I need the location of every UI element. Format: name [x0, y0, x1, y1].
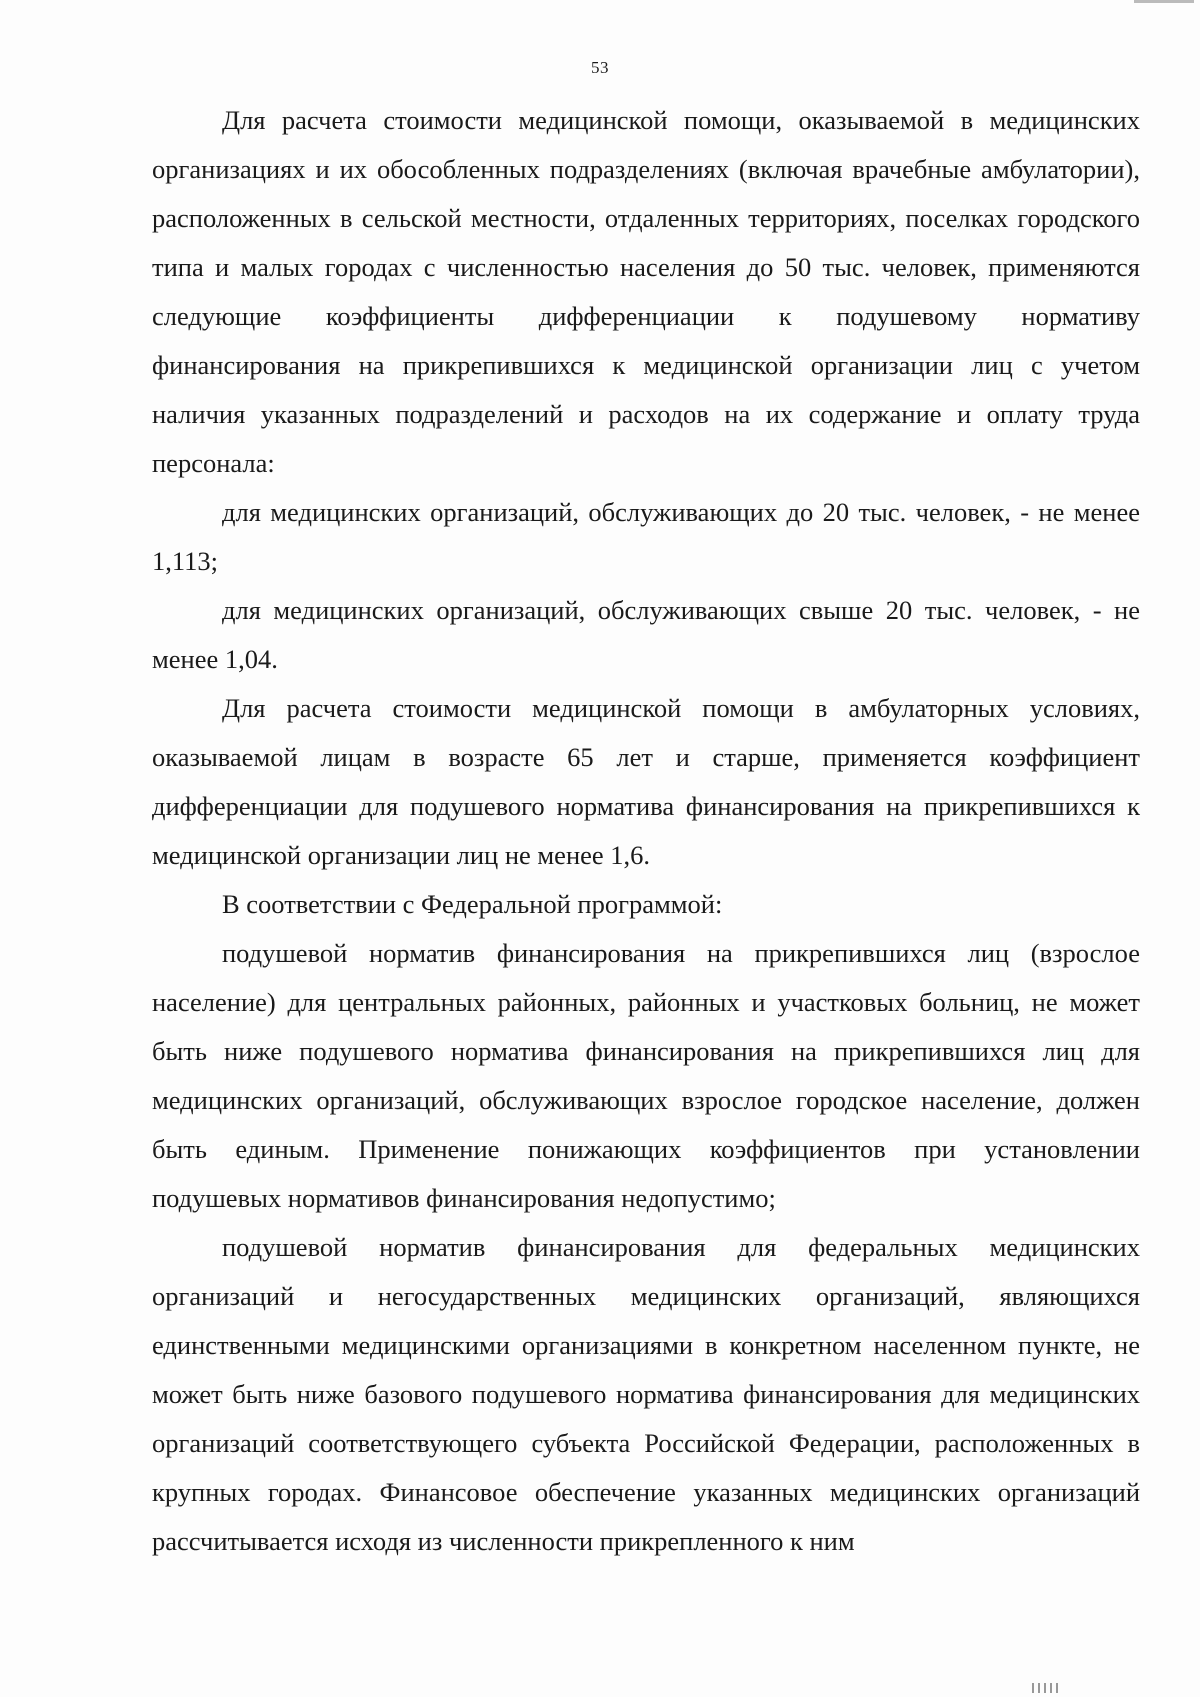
page-number: 53	[591, 58, 609, 77]
paragraph-4: Для расчета стоимости медицинской помощи в амбулаторных условиях, оказываемой лицам в возрасте 65 лет и старше, применяется коэффициент дифференциации для подушевого норматива финансирования на прикрепившихся к медицинской организации лиц не менее 1,6.	[152, 693, 1140, 870]
paragraph-3: для медицинских организаций, обслуживающих свыше 20 тыс. человек, - не менее 1,04.	[152, 595, 1140, 674]
paragraph-5: В соответствии с Федеральной программой:	[222, 889, 723, 919]
paragraph-6: подушевой норматив финансирования на прикрепившихся лиц (взрослое население) для центральных районных, районных и участковых больниц, не может быть ниже подушевого норматива финансирования на прикрепившихся лиц для медицинских организаций, обслуживающих взрослое городское население, должен быть единым. Применение понижающих коэффициентов при установлении подушевых нормативов финансирования недопустимо;	[152, 938, 1140, 1213]
paragraph-7: подушевой норматив финансирования для федеральных медицинских организаций и негосударственных медицинских организаций, являющихся единственными медицинскими организациями в конкретном населенном пункте, не может быть ниже базового подушевого норматива финансирования для медицинских организаций соответствующего субъекта Российской Федерации, расположенных в крупных городах. Финансовое обеспечение указанных медицинских организаций рассчитывается исходя из численности прикрепленного к ним	[152, 1232, 1140, 1556]
paragraph-2: для медицинских организаций, обслуживающих до 20 тыс. человек, - не менее 1,113;	[152, 497, 1140, 576]
body-text	[152, 96, 1140, 1566]
paragraph-1: Для расчета стоимости медицинской помощи, оказываемой в медицинских организациях и их обособленных подразделениях (включая врачебные амбулатории), расположенных в сельской местности, отдаленных территориях, поселках городского типа и малых городах с численностью населения до 50 тыс. человек, применяются следующие коэффициенты дифференциации к подушевому нормативу финансирования на прикрепившихся к медицинской организации лиц с учетом наличия указанных подразделений и расходов на их содержание и оплату труда персонала:	[152, 105, 1140, 478]
scan-artifact-bottom	[1032, 1683, 1060, 1693]
scan-artifact-top	[1134, 0, 1194, 3]
